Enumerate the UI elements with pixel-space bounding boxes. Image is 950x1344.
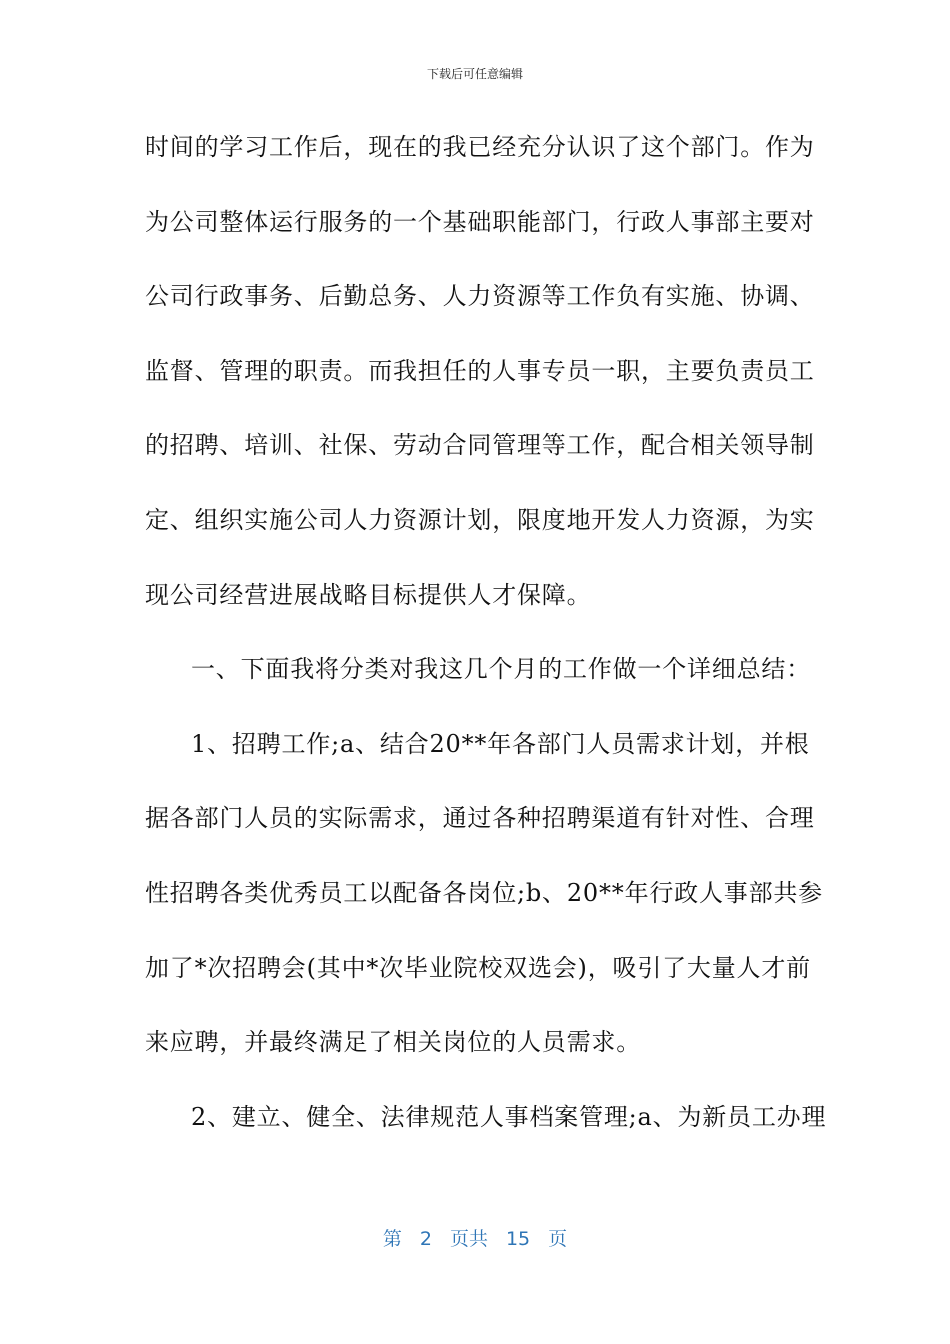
text-line: 来应聘，并最终满足了相关岗位的人员需求。 — [145, 1028, 641, 1057]
text-line: 监督、管理的职责。而我担任的人事专员一职，主要负责员工 — [145, 356, 815, 385]
text-line: 1、招聘工作;a、结合20**年各部门人员需求计划，并根 — [191, 729, 810, 758]
footer-suffix: 页 — [548, 1228, 568, 1250]
text-line: 为公司整体运行服务的一个基础职能部门，行政人事部主要对 — [145, 207, 815, 236]
page-header-note: 下载后可任意编辑 — [426, 67, 523, 81]
footer-prefix: 第 — [382, 1228, 402, 1250]
text-line: 现公司经营进展战略目标提供人才保障。 — [145, 580, 592, 609]
current-page-number: 2 — [419, 1228, 432, 1250]
text-line: 据各部门人员的实际需求，通过各种招聘渠道有针对性、合理 — [145, 804, 815, 833]
total-pages-number: 15 — [505, 1228, 531, 1250]
text-line: 加了*次招聘会(其中*次毕业院校双选会)，吸引了大量人才前 — [145, 953, 811, 982]
document-body — [145, 124, 825, 1168]
text-line: 2、建立、健全、法律规范人事档案管理;a、为新员工办理 — [191, 1102, 827, 1131]
text-line: 定、组织实施公司人力资源计划，限度地开发人力资源，为实 — [145, 505, 815, 534]
text-line: 公司行政事务、后勤总务、人力资源等工作负有实施、协调、 — [145, 282, 815, 311]
section-heading: 一、下面我将分类对我这几个月的工作做一个详细总结： — [191, 655, 811, 684]
footer-middle: 页共 — [449, 1228, 488, 1250]
text-line: 的招聘、培训、社保、劳动合同管理等工作，配合相关领导制 — [145, 431, 815, 460]
text-line: 性招聘各类优秀员工以配备各岗位;b、20**年行政人事部共参 — [145, 878, 823, 907]
page-number-footer — [0, 1226, 950, 1252]
text-line: 时间的学习工作后，现在的我已经充分认识了这个部门。作为 — [145, 133, 815, 161]
